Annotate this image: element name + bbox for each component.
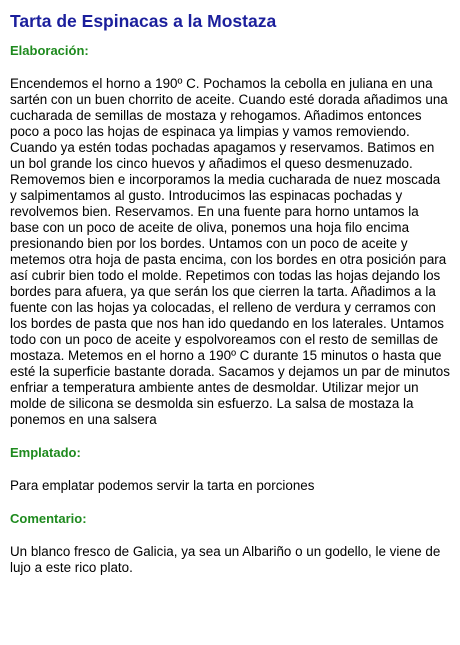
section-text-elaboracion: Encendemos el horno a 190º C. Pochamos la cebolla en juliana en una sartén con un buen chorrito de aceite. Cuando esté dorada añadimos una cucharada de semillas de mostaza y rehogamos. Añadimos entonces poco a poco las hojas de espinaca ya limpias y vamos removiendo. Cuando ya estén todas pochadas apagamos y reservamos. Batimos en un bol grande los cinco huevos y añadimos el queso desmenuzado. Removemos bien e incorporamos la media cucharada de nuez moscada y salpimentamos al gusto. Introducimos las espinacas pochadas y revolvemos bien. Reservamos. En una fuente para horno untamos la base con un poco de aceite de oliva, ponemos una hoja filo encima presionando bien por los bordes. Untamos con un poco de aceite y metemos otra hoja de pasta encima, con los bordes en otra posición para así cubrir bien todo el molde. Repetimos con todas las hojas dejando los bordes para afuera, ya que serán los que cierren la tarta. Añadimos a la fuente con las hojas ya colocadas, el relleno de verdura y cerramos con los bordes de pasta que nos han ido quedando en los laterales. Untamos todo con un poco de aceite y espolvoreamos con el resto de semillas de mostaza. Metemos en el horno a 190º C durante 15 minutos o hasta que esté la superficie bastante dorada. Sacamos y dejamos un par de minutos enfriar a temperatura ambiente antes de desmoldar. Utilizar mejor un molde de silicona se desmolda sin esfuerzo. La salsa de mostaza la ponemos en una salsera xyxy=(10,76,450,427)
section-heading-emplatado: Emplatado: xyxy=(10,445,81,460)
recipe-title: Tarta de Espinacas a la Mostaza xyxy=(10,11,277,31)
section-heading-elaboracion: Elaboración: xyxy=(10,43,89,58)
section-text-emplatado: Para emplatar podemos servir la tarta en porciones xyxy=(10,478,315,493)
section-heading-comentario: Comentario: xyxy=(10,511,87,526)
section-text-comentario: Un blanco fresco de Galicia, ya sea un Albariño o un godello, le viene de lujo a este rico plato. xyxy=(10,544,441,575)
